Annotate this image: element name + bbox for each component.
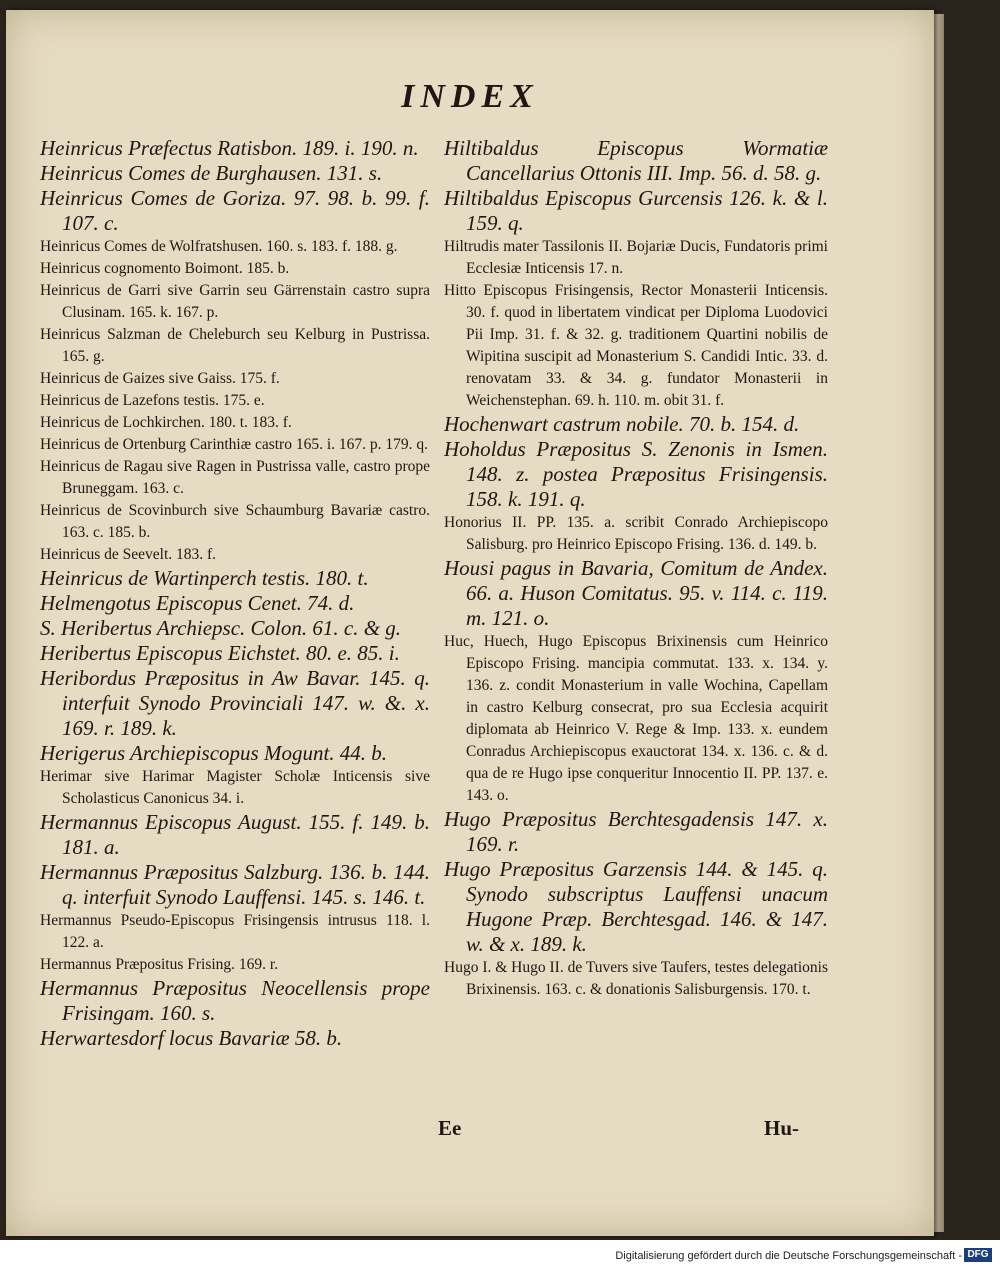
index-entry: Hiltibaldus Episcopus Wormatiæ Cancellarius Ottonis III. Imp. 56. d. 58. g. [444,136,828,185]
index-entry: Herigerus Archiepiscopus Mogunt. 44. b. [40,741,388,765]
index-entry: Heinricus de Lazefons testis. 175. e. [40,392,265,409]
index-column-left [40,136,430,1051]
index-entry: Hugo Præpositus Berchtesgadensis 147. x. 169. r. [444,807,828,856]
index-entry: Heinricus Comes de Goriza. 97. 98. b. 99. f. 107. c. [40,186,430,235]
index-entry: Herimar sive Harimar Magister Scholæ Inticensis sive Scholasticus Canonicus 34. i. [40,768,430,807]
index-entry: Hoholdus Præpositus S. Zenonis in Ismen. 148. z. postea Præpositus Frisingensis. 158. k. 191. q. [444,437,828,511]
index-entry: Heinricus Comes de Wolfratshusen. 160. s. 183. f. 188. g. [40,238,398,255]
index-entry: Helmengotus Episcopus Cenet. 74. d. [40,591,355,615]
index-entry: Heinricus de Scovinburch sive Schaumburg Bavariæ castro. 163. c. 185. b. [40,502,430,541]
index-entry: Heribordus Præpositus in Aw Bavar. 145. q. interfuit Synodo Provinciali 147. w. &. x. 169. r. 189. k. [40,666,430,740]
index-entry: Hermannus Episcopus August. 155. f. 149. b. 181. a. [40,810,430,859]
index-entry: Heribertus Episcopus Eichstet. 80. e. 85. i. [40,641,400,665]
index-entry: Hermannus Præpositus Frising. 169. r. [40,956,279,973]
index-entry: Heinricus cognomento Boimont. 185. b. [40,260,290,277]
index-entry: Hermannus Præpositus Salzburg. 136. b. 144. q. interfuit Synodo Lauffensi. 145. s. 146. t. [40,860,430,909]
dfg-logo: DFG [964,1248,992,1262]
index-entry: Herwartesdorf locus Bavariæ 58. b. [40,1026,343,1050]
index-entry: Hiltrudis mater Tassilonis II. Bojariæ Ducis, Fundatoris primi Ecclesiæ Inticensis 17. n. [444,238,828,277]
footer-credit: Digitalisierung gefördert durch die Deutsche Forschungsgemeinschaft - [615,1250,962,1262]
index-entry: Honorius II. PP. 135. a. scribit Conrado Archiepiscopo Salisburg. pro Heinrico Episcopo Frising. 136. d. 149. b. [444,514,828,553]
index-entry: Heinricus de Ortenburg Carinthiæ castro 165. i. 167. p. 179. q. [40,436,429,453]
index-entry: Hugo I. & Hugo II. de Tuvers sive Taufers, testes delegationis Brixinensis. 163. c. & donationis Salisburgensis. 170. t. [444,959,828,998]
index-entry: Heinricus Comes de Burghausen. 131. s. [40,161,383,185]
index-entry: Heinricus Salzman de Cheleburch seu Kelburg in Pustrissa. 165. g. [40,326,430,365]
catchword: Hu- [764,1116,800,1140]
page-edge [934,14,944,1232]
index-entry: Heinricus de Garri sive Garrin seu Gärrenstain castro supra Clusinam. 165. k. 167. p. [40,282,430,321]
index-entry: Heinricus Præfectus Ratisbon. 189. i. 190. n. [40,136,419,160]
index-entry: Hitto Episcopus Frisingensis, Rector Monasterii Inticensis. 30. f. quod in libertatem vindicat per Diploma Luodovici Pii Imp. 31. f. & 32. g. traditionem Quartini nobilis de Wipitina suscipit ad Monasterium S. Candidi Intic. 33. d. renovatam 33. & 34. g. fundator Monasterii in Weichenstephan. 69. h. 110. m. obit 31. f. [444,282,828,409]
index-entry: Huc, Huech, Hugo Episcopus Brixinensis cum Heinrico Episcopo Frising. mancipia commutat. 133. x. 134. y. 136. z. condit Monasterium in valle Wochina, Capellam in castro Kelburg consecrat, pro sua Ecclesia acquirit diplomata ab Heinrico V. Rege & Imp. 133. x. eundem Conradus Archiepiscopus exauctorat 134. x. 136. c. & d. qua de re Hugo ipse conqueritur Innocentio II. PP. 137. e. 143. o. [444,633,828,804]
index-entry: Housi pagus in Bavaria, Comitum de Andex. 66. a. Huson Comitatus. 95. v. 114. c. 119. m. 121. o. [444,556,828,630]
signature-mark: Ee [438,1116,462,1140]
index-column-right [444,136,828,1001]
index-entry: Hochenwart castrum nobile. 70. b. 154. d. [444,412,800,436]
index-entry: S. Heribertus Archiepsc. Colon. 61. c. & g. [40,616,402,640]
index-entry: Hermannus Præpositus Neocellensis prope Frisingam. 160. s. [40,976,430,1025]
index-entry: Heinricus de Seevelt. 183. f. [40,546,217,563]
index-entry: Heinricus de Ragau sive Ragen in Pustrissa valle, castro prope Bruneggam. 163. c. [40,458,430,497]
page-header: INDEX [401,78,539,115]
footer-bar [0,1240,1000,1270]
index-entry: Heinricus de Gaizes sive Gaiss. 175. f. [40,370,280,387]
book-page [6,10,934,1236]
index-entry: Heinricus de Lochkirchen. 180. t. 183. f. [40,414,292,431]
index-entry: Hugo Præpositus Garzensis 144. & 145. q. Synodo subscriptus Lauffensi unacum Hugone Præp. Berchtesgad. 146. & 147. w. & x. 189. k. [444,857,828,956]
index-entry: Hiltibaldus Episcopus Gurcensis 126. k. & l. 159. q. [444,186,828,235]
index-entry: Hermannus Pseudo-Episcopus Frisingensis intrusus 118. l. 122. a. [40,912,430,951]
index-entry: Heinricus de Wartinperch testis. 180. t. [40,566,369,590]
